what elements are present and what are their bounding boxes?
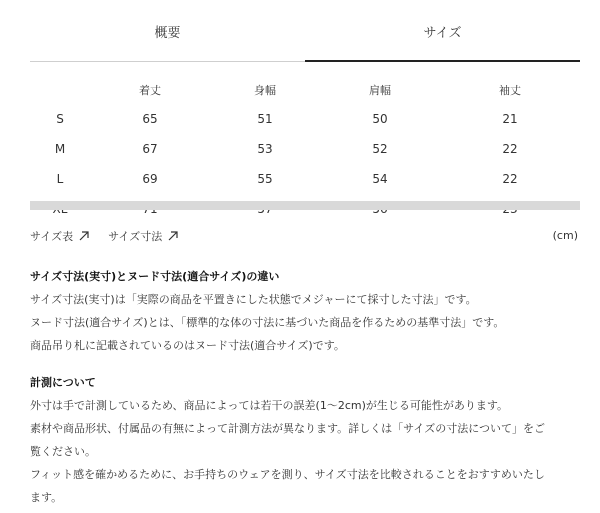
table-cell: 22 (502, 172, 518, 186)
section-heading: サイズ寸法(実寸)とヌード寸法(適合サイズ)の違い (30, 270, 280, 283)
paragraph-line: ヌード寸法(適合サイズ)とは、「標準的な体の寸法に基づいた商品を作るための基準寸法」です。 (30, 316, 505, 329)
tab-overview[interactable]: 概要 (154, 25, 181, 41)
arrow-up-right-icon (78, 230, 90, 242)
size-links (30, 228, 197, 244)
table-header-cell: 着丈 (139, 84, 161, 97)
tab-divider (30, 61, 305, 62)
paragraph-line: ます。 (30, 491, 63, 504)
table-cell: 21 (502, 112, 518, 126)
arrow-up-right-icon (167, 230, 179, 242)
paragraph-line: 商品吊り札に記載されているのはヌード寸法(適合サイズ)です。 (30, 339, 345, 352)
paragraph-line: 素材や商品形状、付属品の有無によって計測方法が異なります。詳しくは「サイズの寸法について」をご (30, 422, 546, 435)
size-measure-link[interactable] (108, 228, 179, 244)
size-measure-link-label: サイズ寸法 (108, 230, 163, 243)
table-cell: 53 (257, 142, 273, 156)
size-chart-link[interactable] (30, 228, 90, 244)
table-header-cell: 身幅 (254, 84, 276, 97)
section-heading: 計測について (30, 376, 96, 389)
table-row (30, 164, 580, 194)
table-cell: 50 (372, 112, 388, 126)
paragraph-line: フィット感を確かめるために、お手持ちのウェアを測り、サイズ寸法を比較されることをおすすめいたし (30, 468, 545, 481)
table-cell: 55 (257, 172, 273, 186)
size-chart-link-label: サイズ表 (30, 230, 74, 243)
table-cell: 51 (257, 112, 273, 126)
active-tab-indicator (305, 60, 580, 62)
horizontal-scrollbar[interactable] (30, 201, 580, 210)
table-row (30, 104, 580, 134)
size-label: L (56, 172, 64, 186)
table-header-corner (30, 76, 90, 104)
table-cell: 22 (502, 142, 518, 156)
paragraph-line: サイズ寸法(実寸)は「実際の商品を平置きにした状態でメジャーにて採寸した寸法」です。 (30, 293, 477, 306)
tab-bar (30, 0, 580, 62)
size-difference-section (30, 265, 582, 357)
table-header-cell: 肩幅 (369, 84, 391, 97)
table-cell: 65 (142, 112, 158, 126)
table-cell: 52 (372, 142, 388, 156)
measurement-section (30, 371, 582, 509)
table-header-row (30, 76, 580, 104)
table-cell: 54 (372, 172, 388, 186)
table-header-cell: 袖丈 (499, 84, 521, 97)
size-label: S (56, 112, 64, 126)
unit-label: (cm) (552, 229, 578, 242)
table-row (30, 134, 580, 164)
table-cell: 67 (142, 142, 158, 156)
table-cell: 69 (142, 172, 158, 186)
tab-size[interactable]: サイズ (423, 25, 462, 41)
paragraph-line: 外寸は手で計測しているため、商品によっては若干の誤差(1～2cm)が生じる可能性があります。 (30, 399, 509, 412)
paragraph-line: 覧ください。 (30, 445, 96, 458)
size-label: M (54, 142, 66, 156)
